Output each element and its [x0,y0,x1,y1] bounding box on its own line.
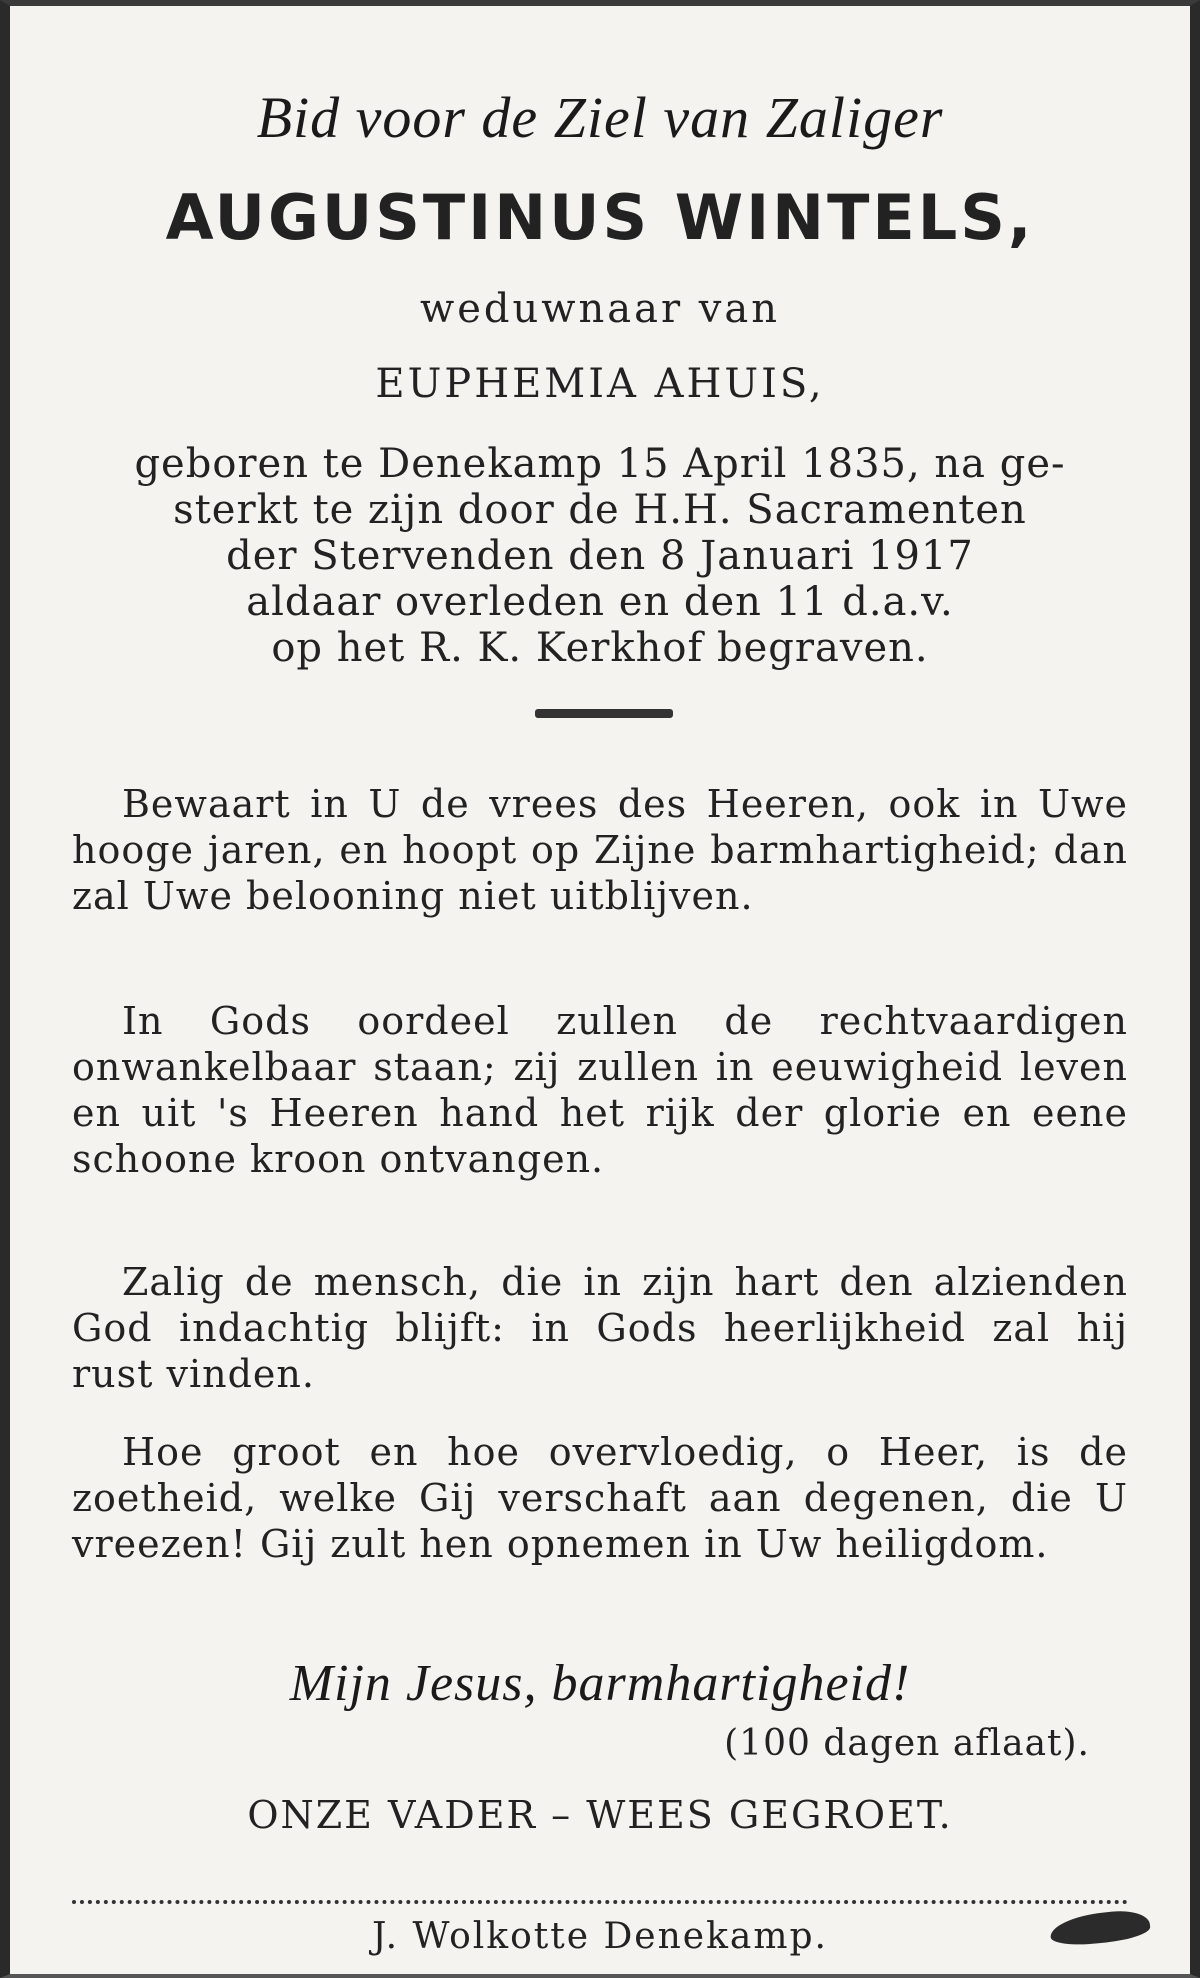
prayer-line: Mijn Jesus, barmhartigheid! [289,1655,911,1712]
bio-line: der Stervenden den 8 Januari 1917 [226,533,974,579]
spouse-name: EUPHEMIA AHUIS, [375,361,825,407]
section-divider [535,709,673,718]
verse-paragraph: Zalig de mensch, die in zijn hart den alzienden God indachtig blijft: in Gods heerlijkheid zal hij rust vinden. [72,1260,1128,1396]
biography [68,441,1132,671]
widower-label: weduwnaar van [419,286,780,332]
bio-line: sterkt te zijn door de H.H. Sacramenten [173,487,1027,533]
bio-line: geboren te Denekamp 15 April 1835, na ge- [134,441,1066,487]
bio-line: op het R. K. Kerkhof begraven. [271,625,929,671]
indulgence-note: (100 dagen aflaat). [724,1723,1090,1764]
bio-line: aldaar overleden en den 11 d.a.v. [246,579,954,625]
card-heading: Bid voor de Ziel van Zaliger [256,85,944,150]
closing-prayers: ONZE VADER – WEES GEGROET. [247,1793,953,1837]
dotted-rule [72,1900,1128,1904]
printer-credit: J. Wolkotte Denekamp. [372,1916,828,1957]
verse-paragraph: Hoe groot en hoe overvloedig, o Heer, is de zoetheid, welke Gij verschaft aan degenen, die U vreezen! Gij zult hen opnemen in Uw heiligdom. [72,1430,1128,1566]
verse-paragraph: Bewaart in U de vrees des Heeren, ook in Uwe hooge jaren, en hoopt op Zijne barmhartigheid; dan zal Uwe belooning niet uitblijven. [72,782,1128,918]
verse-paragraph: In Gods oordeel zullen de rechtvaardigen onwankelbaar staan; zij zullen in eeuwigheid leven en uit 's Heeren hand het rijk der glorie en eene schoone kroon ontvangen. [72,999,1128,1181]
deceased-name: AUGUSTINUS WINTELS, [165,181,1035,254]
